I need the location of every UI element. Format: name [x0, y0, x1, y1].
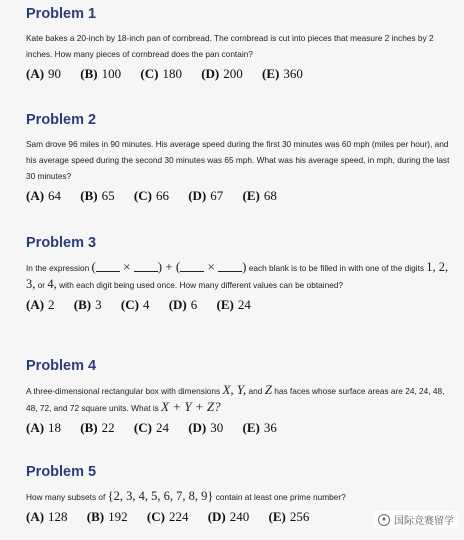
choice-a: (A) 90	[26, 66, 62, 81]
choice-b: (B) 3	[73, 297, 102, 312]
choice-e: (E) 68	[242, 188, 277, 203]
answer-choices	[26, 66, 450, 82]
expression: ( × ) + ( × )	[91, 259, 247, 274]
problem-title: Problem 5	[26, 464, 97, 480]
choice-d: (D) 30	[188, 420, 224, 435]
blank	[96, 261, 120, 272]
choice-d: (D) 6	[168, 297, 198, 312]
choice-d: (D) 67	[188, 188, 224, 203]
problem-1	[0, 6, 464, 82]
choice-e: (E) 36	[242, 420, 277, 435]
sum-expression: X + Y + Z?	[161, 399, 221, 414]
dimension-z: Z	[264, 382, 272, 397]
choice-a: (A) 128	[26, 509, 68, 524]
problem-text: Kate bakes a 20-inch by 18-inch pan of cornbread. The cornbread is cut into pieces that measure 2 inches by 2 inches. How many pieces of cornbread does the pan contain?	[26, 33, 434, 59]
choice-c: (C) 66	[133, 188, 169, 203]
choice-c: (C) 224	[146, 509, 189, 524]
problem-title: Problem 3	[26, 235, 97, 251]
answer-choices	[26, 420, 450, 436]
problem-3	[0, 235, 464, 313]
choice-a: (A) 64	[26, 188, 62, 203]
problem-2	[0, 112, 464, 204]
choice-c: (C) 24	[133, 420, 169, 435]
choice-b: (B) 22	[80, 420, 115, 435]
problem-title: Problem 2	[26, 112, 97, 128]
number-set: {2, 3, 4, 5, 6, 7, 8, 9}	[107, 489, 214, 503]
problem-text: How many subsets of {2, 3, 4, 5, 6, 7, 8, 9} contain at least one prime number?	[26, 489, 346, 503]
choice-a: (A) 18	[26, 420, 62, 435]
blank	[180, 261, 204, 272]
choice-e: (E) 256	[268, 509, 310, 524]
problem-title: Problem 4	[26, 358, 97, 374]
wechat-icon: ●	[378, 514, 390, 526]
answer-choices	[26, 297, 450, 313]
digits: 1, 2, 3,	[26, 260, 449, 291]
dimensions: X, Y,	[222, 382, 247, 397]
problem-text: A three-dimensional rectangular box with dimensions X, Y, and Z has faces whose surface areas are 24, 24, 48, 48, 72, and 72 square units. What is X + Y + Z?	[26, 382, 445, 414]
choice-e: (E) 360	[261, 66, 303, 81]
choice-b: (B) 100	[80, 66, 122, 81]
choice-d: (D) 240	[207, 509, 250, 524]
digit-last: 4,	[47, 277, 57, 291]
problem-text: In the expression ( × ) + ( × ) each blank is to be filled in with one of the digits 1, 2, 3, or 4, with each digit being used once. How many different values can be obtained?	[26, 259, 449, 291]
choice-e: (E) 24	[216, 297, 251, 312]
choice-d: (D) 200	[201, 66, 243, 81]
watermark	[374, 511, 458, 528]
problem-title: Problem 1	[26, 6, 97, 22]
choice-c: (C) 4	[120, 297, 150, 312]
choice-c: (C) 180	[140, 66, 182, 81]
choice-b: (B) 65	[80, 188, 115, 203]
problem-4	[0, 358, 464, 436]
choice-b: (B) 192	[86, 509, 128, 524]
blank	[218, 261, 242, 272]
watermark-text: 国际竞赛留学	[394, 516, 454, 527]
blank	[134, 261, 158, 272]
problem-text: Sam drove 96 miles in 90 minutes. His average speed during the first 30 minutes was 60 mph (miles per hour), and his average speed during the second 30 minutes was 65 mph. What was his average speed, in mph, during the last 30 minutes?	[26, 139, 450, 181]
answer-choices	[26, 188, 450, 204]
choice-a: (A) 2	[26, 297, 55, 312]
